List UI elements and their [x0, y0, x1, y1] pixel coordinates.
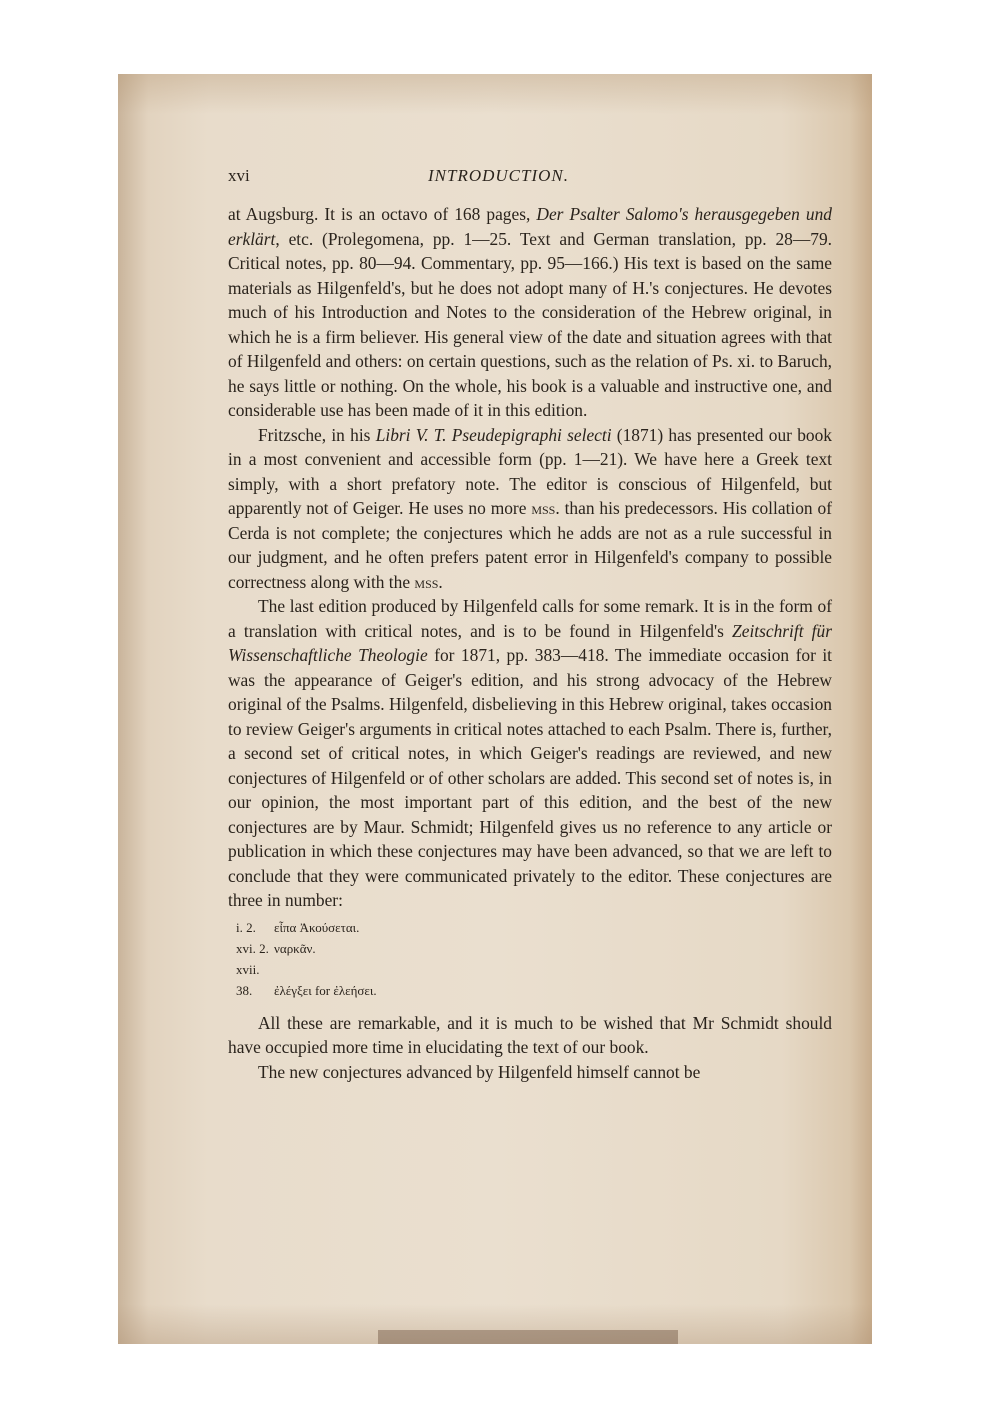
p1-text-a: at Augsburg. It is an octavo of 168 pages, [228, 204, 537, 224]
page-text [228, 164, 832, 1084]
binding-mark [378, 1330, 678, 1344]
paragraph-1 [228, 202, 832, 423]
page-top-shading [118, 74, 872, 114]
conjecture-item [228, 938, 832, 959]
conjecture-text: ναρκᾶν. [274, 940, 316, 956]
p2-text-e: than his predecessors. His collation of Cerda is not complete; the conjectures which he adds are not as a rule successful in our judgment, and he often prefers patent error in Hilgenfeld's company to possible correctness along with the [228, 498, 833, 592]
p3-text-c: for 1871, pp. 383—418. The immediate occasion for it was the appearance of Geiger's edition, and his strong advocacy of the Hebrew original of the Psalms. Hilgenfeld, disbelieving in this Hebrew original, takes occasion to review Geiger's arguments in critical notes attached to each Psalm. There is, further, a second set of critical notes, in which Geiger's readings are reviewed, and new conjectures of Hilgenfeld or of other scholars are added. This second set of notes is, in our opinion, the most important part of this edition, and the best of the new conjectures are by Maur. Schmidt; Hilgenfeld gives us no reference to any article or publication in which these conjectures may have been advanced, so that we are left to conclude that they were communicated privately to the editor. These conjectures are three in number: [228, 645, 833, 910]
p3-journal-title: Zeitschrift für Wissenschaftliche Theologie [228, 620, 832, 665]
conjecture-item [228, 959, 832, 1001]
conjecture-ref: xvi. 2. [236, 940, 269, 956]
conjecture-list [228, 917, 832, 1001]
p2-text-a: Fritzsche, in his [258, 424, 376, 445]
p1-book-title: Der Psalter Salomo's herausgegeben und erklärt [228, 204, 832, 249]
p3-text-a: The last edition produced by Hilgenfeld calls for some remark. It is in the form of a translation with critical notes, and is to be found in Hilgenfeld's [228, 596, 832, 641]
p2-mss-1: mss. [531, 498, 560, 518]
paragraph-3 [228, 594, 832, 913]
p2-text-c: (1871) has presented our book in a most convenient and accessible form (pp. 1—21). We have here a Greek text simply, with a short prefatory note. The editor is conscious of Hilgenfeld, but apparently not of Geiger. He uses no more [228, 424, 832, 518]
scanned-page [118, 74, 872, 1344]
p2-book-title: Libri V. T. Pseudepigraphi selecti [375, 424, 612, 445]
paragraph-4: All these are remarkable, and it is much to be wished that Mr Schmidt should have occupied more time in elucidating the text of our book. [228, 1012, 832, 1057]
paragraph-2 [228, 423, 832, 595]
paragraph-5: The new conjectures advanced by Hilgenfeld himself cannot be [258, 1061, 701, 1082]
conjecture-text: εἶπα Ἀκούσεται. [274, 919, 360, 935]
conjecture-ref: i. 2. [236, 919, 256, 935]
conjecture-ref: xvii. 38. [236, 961, 260, 998]
conjecture-text: ἐλέγξει for ἐλεήσει. [274, 982, 377, 998]
p2-mss-2: mss. [414, 571, 443, 592]
page-number: xvi [228, 166, 250, 185]
conjecture-item [228, 917, 832, 938]
page-header [228, 164, 832, 188]
running-title: INTRODUCTION. [428, 166, 569, 185]
p1-text-c: , etc. (Prolegomena, pp. 1—25. Text and German translation, pp. 28—79. Critical notes, pp. 80—94. Commentary, pp. 95—166.) His text is based on the same materials as Hilgenfeld's, but he does not adopt many of H.'s conjectures. He devotes much of his Introduction and Notes to the consideration of the Hebrew original, in which he is a firm believer. His general view of the date and situation agrees with that of Hilgenfeld and others: on certain questions, such as the relation of Ps. xi. to Baruch, he says little or nothing. On the whole, his book is a valuable and instructive one, and considerable use has been made of it in this edition. [228, 228, 832, 420]
